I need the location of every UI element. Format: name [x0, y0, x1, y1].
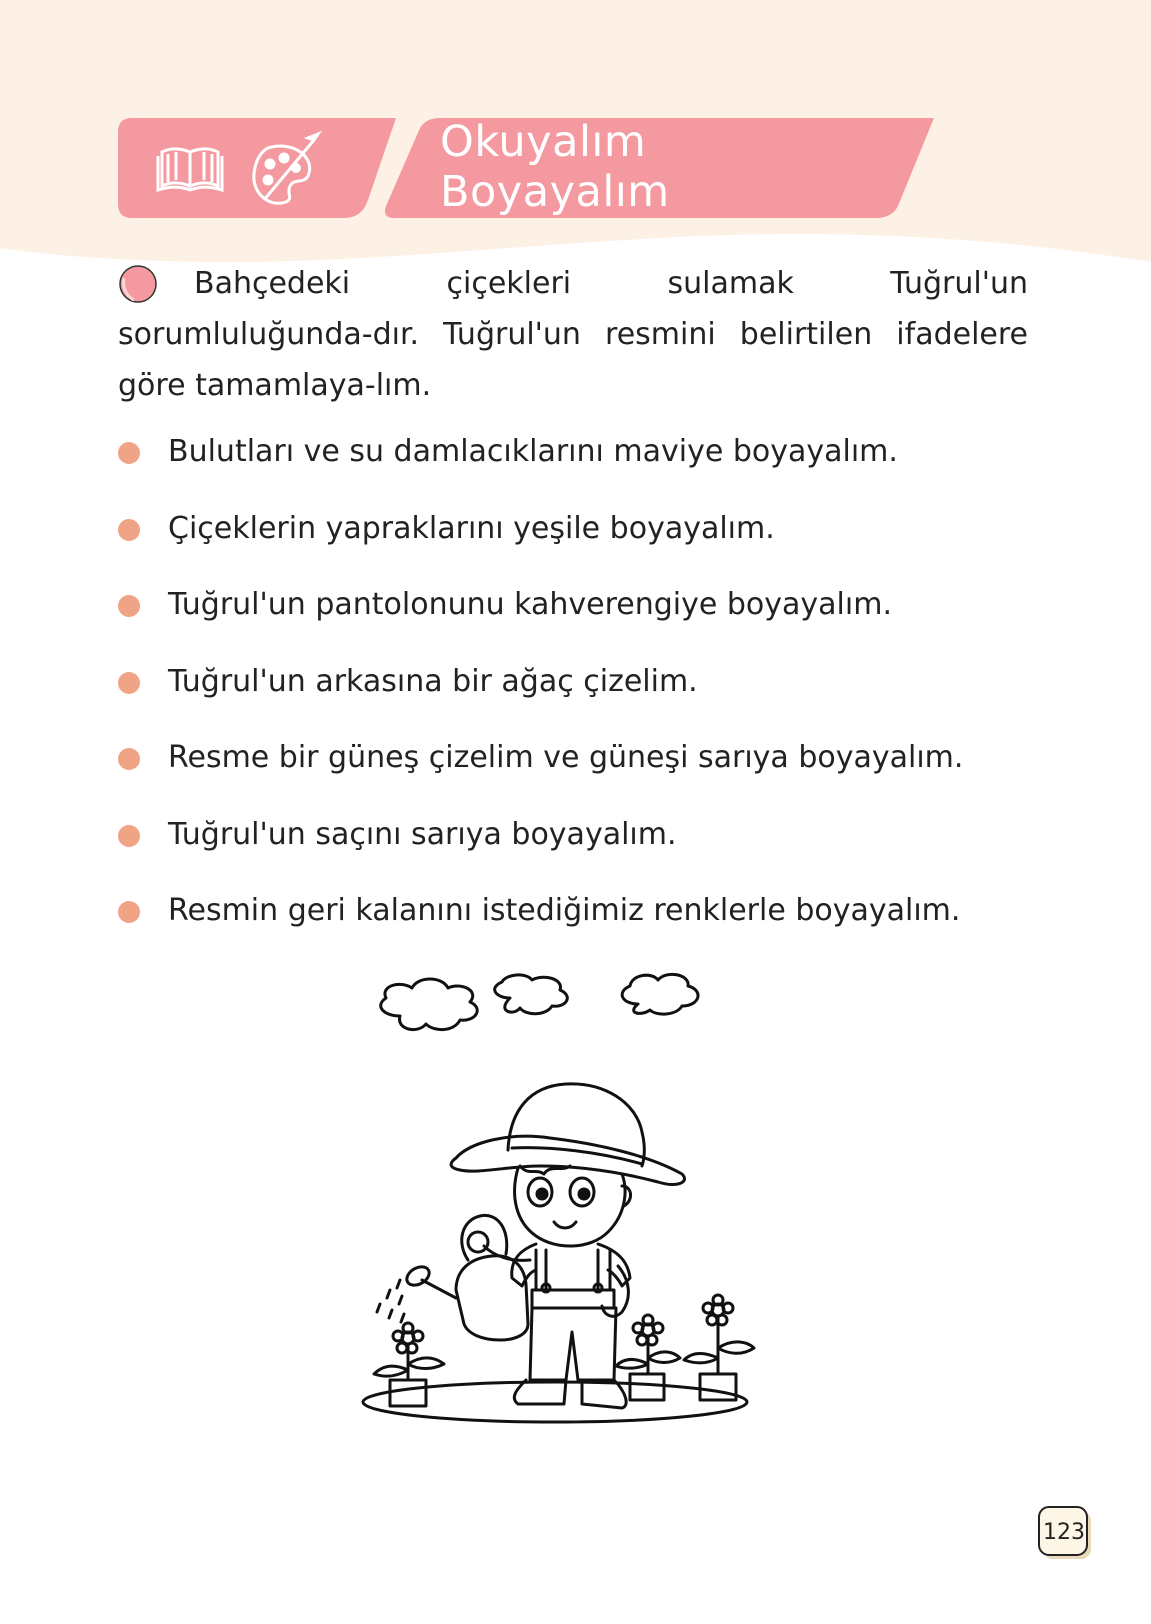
intro-paragraph: Bahçedeki çiçekleri sulamak Tuğrul'un sorumluluğunda-dır. Tuğrul'un resmini belirtilen ifadelere göre tamamlaya-lım.: [118, 266, 1028, 403]
header-icon-banner: [118, 118, 396, 218]
instruction-text: Resme bir güneş çizelim ve güneşi sarıya boyayalım.: [168, 740, 964, 775]
cloud-icon: [622, 974, 698, 1014]
coloring-illustration: [360, 960, 790, 1480]
list-item: [118, 505, 1018, 582]
bullet-icon: [118, 748, 140, 770]
list-item: [118, 811, 1018, 888]
instruction-text: Bulutları ve su damlacıklarını maviye boyayalım.: [168, 434, 898, 469]
page-number: 123: [1043, 1519, 1085, 1545]
instruction-text: Çiçeklerin yapraklarını yeşile boyayalım.: [168, 510, 775, 546]
list-item: [118, 734, 1018, 811]
list-item: [118, 887, 1018, 964]
bullet-icon: [118, 595, 140, 617]
cloud-icon: [381, 979, 478, 1030]
list-item: [118, 581, 1018, 658]
list-item: [118, 428, 1018, 505]
flower-icon: [684, 1295, 754, 1400]
bullet-icon: [118, 442, 140, 464]
bullet-icon: [118, 901, 140, 923]
bullet-icon: [118, 672, 140, 694]
instruction-list: [118, 428, 1018, 964]
bullet-icon: [118, 519, 140, 541]
instruction-text: Tuğrul'un arkasına bir ağaç çizelim.: [168, 663, 698, 699]
bullet-icon: [118, 825, 140, 847]
instruction-text: Tuğrul'un saçını sarıya boyayalım.: [168, 816, 677, 852]
instruction-text: Resmin geri kalanını istediğimiz renklerle boyayalım.: [168, 893, 961, 928]
cloud-icon: [495, 975, 568, 1014]
page-title: Okuyalım Boyayalım: [440, 117, 670, 217]
list-item: [118, 658, 1018, 735]
instruction-text: Tuğrul'un pantolonunu kahverengiye boyayalım.: [168, 587, 892, 622]
open-book-icon: [158, 149, 222, 190]
